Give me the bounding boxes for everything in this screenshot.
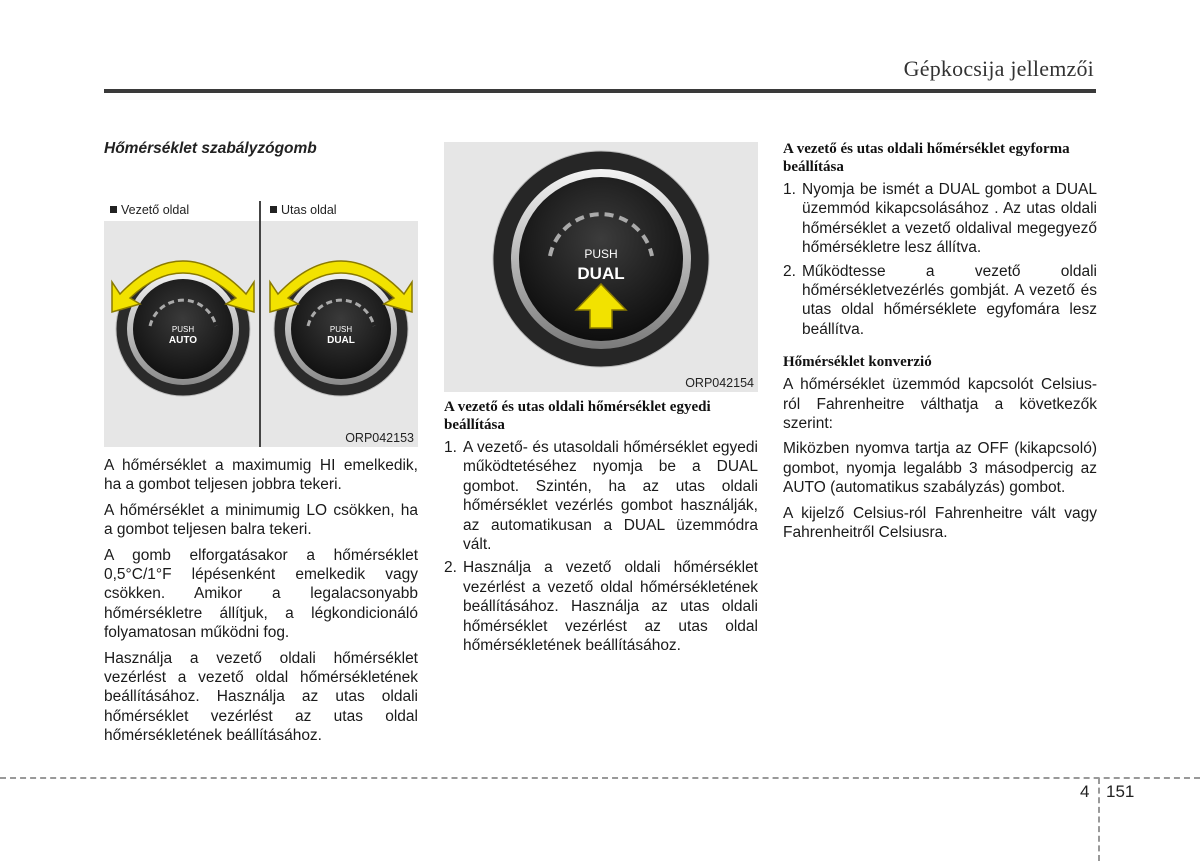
- label-driver-side: Vezető oldal: [110, 203, 189, 217]
- steps-list: [783, 180, 1097, 339]
- footer-vertical-dashed-rule: [1098, 778, 1100, 861]
- figure-temperature-knobs: [104, 172, 418, 447]
- list-item: 2. Működtesse a vezető oldali hőmérsékletvezérlés gombját. A vezető és utas oldal hőmérséklete egyfomára lesz beállítva.: [783, 262, 1097, 338]
- svg-text:DUAL: DUAL: [327, 335, 355, 346]
- svg-text:PUSH: PUSH: [329, 325, 353, 334]
- paragraph: A kijelző Celsius-ról Fahrenheitre vált vagy Fahrenheitről Celsiusra.: [783, 504, 1097, 542]
- figure-code: ORP042154: [685, 376, 754, 390]
- svg-text:DUAL: DUAL: [577, 264, 625, 283]
- figure-code: ORP042153: [345, 431, 414, 445]
- chapter-number: 4: [1080, 782, 1090, 801]
- paragraph: Használja a vezető oldali hőmérséklet vezérlést a vezető oldal hőmérsékletének beállításához. Használja az utas oldali hőmérséklet vezérlést az utas oldal hőmérsékletének beállításához.: [104, 649, 418, 745]
- svg-text:AUTO: AUTO: [168, 335, 198, 346]
- footer-dashed-rule: [0, 777, 1200, 779]
- dual-knob-illustration: [488, 146, 714, 376]
- page-header-title: Gépkocsija jellemzői: [903, 56, 1094, 81]
- column-1: [104, 140, 418, 752]
- paragraph: A hőmérséklet a maximumig HI emelkedik, ha a gombot teljesen jobbra tekeri.: [104, 457, 418, 494]
- paragraph: A gomb elforgatásakor a hőmérséklet 0,5°C/1°F lépésenként emelkedik vagy csökken. Amikor a legalacsonyabb hőmérsékletre állítjuk, a légkondicionáló folyamatosan működni fog.: [104, 546, 418, 642]
- svg-text:PUSH: PUSH: [584, 247, 618, 261]
- section-heading-temperature-knob: Hőmérséklet szabályzógomb: [104, 140, 317, 157]
- figure-dual-button: [444, 142, 758, 392]
- figure-label-row: [104, 201, 418, 221]
- section-heading-temperature-conversion: Hőmérséklet konverzió: [783, 354, 932, 371]
- figure-divider: [259, 201, 261, 447]
- section-heading-same-setting: A vezető és utas oldali hőmérséklet egyforma beállítása: [783, 141, 1070, 175]
- label-passenger-side: Utas oldal: [270, 203, 337, 217]
- paragraph: Miközben nyomva tartja az OFF (kikapcsoló) gombot, nyomja legalább 3 másodpercig az AUTO (automatikus szabályzás) gombot.: [783, 440, 1097, 497]
- svg-text:PUSH: PUSH: [171, 325, 195, 334]
- column-3: [783, 140, 1097, 549]
- list-item: 1. A vezető- és utasoldali hőmérséklet egyedi működtetéséhez nyomja be a DUAL gombot. Szintén, ha az utas oldali hőmérséklet vezérlés gombot használják, az automatikusan a DUAL üzemmódra vált.: [444, 439, 758, 554]
- paragraph: A hőmérséklet a minimumig LO csökken, ha a gombot teljesen balra tekeri.: [104, 501, 418, 539]
- list-item: 2. Használja a vezető oldali hőmérséklet vezérlést a vezető oldal hőmérsékletének beállításához. Használja az utas oldali hőmérséklet vezérlést az utas oldal hőmérsékletének beállításához.: [444, 559, 758, 655]
- steps-list: [444, 438, 758, 655]
- paragraph: A hőmérséklet üzemmód kapcsolót Celsius-ról Fahrenheitre válthatja a következők szerint:: [783, 376, 1097, 433]
- header-rule: [104, 89, 1096, 93]
- column-2: [444, 142, 758, 663]
- section-heading-individual-setting: A vezető és utas oldali hőmérséklet egyedi beállítása: [444, 399, 711, 433]
- list-item: 1. Nyomja be ismét a DUAL gombot a DUAL üzemmód kikapcsolásához . Az utas oldali hőmérséklet a vezető oldalival megegyező hőmérsékletre lesz állítva.: [783, 181, 1097, 257]
- page-number: 151: [1106, 782, 1135, 801]
- driver-knob-illustration: [108, 236, 258, 406]
- passenger-knob-illustration: [266, 236, 416, 406]
